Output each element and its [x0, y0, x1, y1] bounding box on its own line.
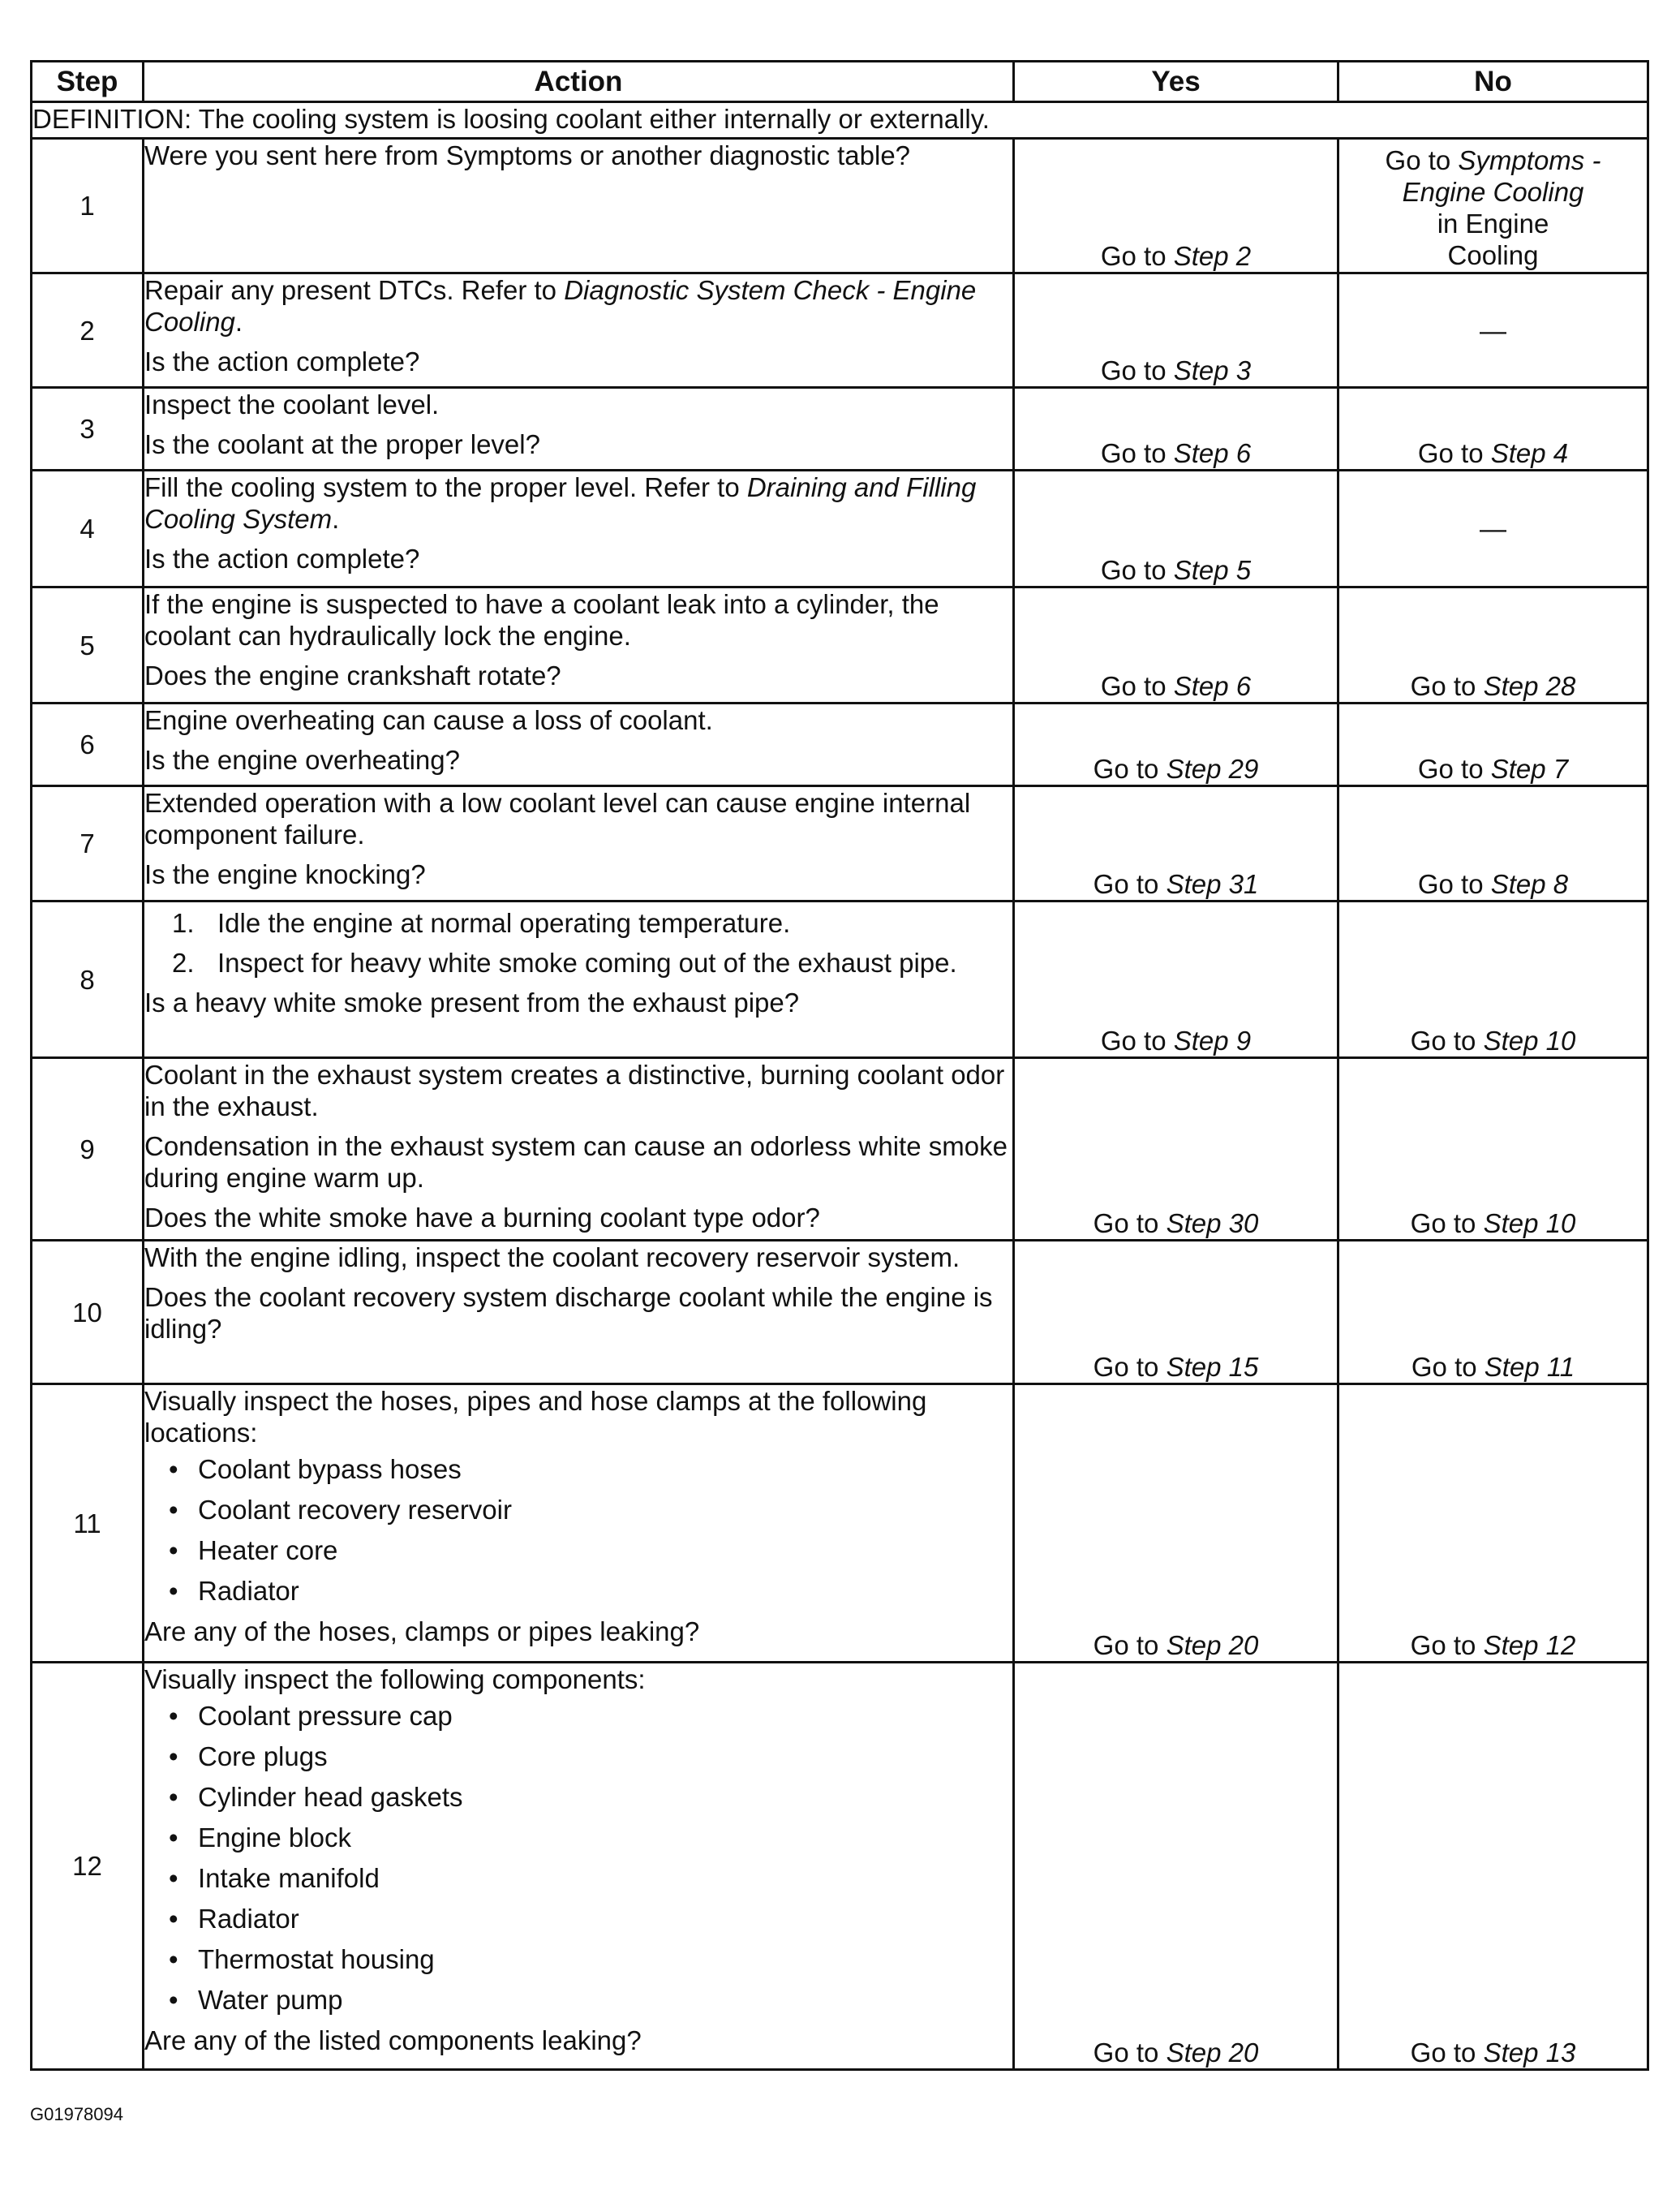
no-cell: Go to Step 11 [1338, 1241, 1648, 1384]
action-question: Does the white smoke have a burning coolant type odor? [144, 1203, 820, 1233]
table-row [32, 273, 1648, 388]
no-step-ref: Step 13 [1483, 2038, 1576, 2068]
yes-step-ref: Step 30 [1166, 1208, 1259, 1238]
yes-step-ref: Step 20 [1166, 2038, 1259, 2068]
action-text: Inspect the coolant level. [144, 389, 440, 420]
action-cell [144, 902, 1014, 1058]
step-number: 4 [32, 471, 144, 587]
list-item: • Core plugs [169, 1741, 328, 1771]
step-number: 11 [32, 1384, 144, 1663]
no-step-ref: Step 11 [1484, 1352, 1575, 1382]
step-number: 1 [32, 139, 144, 273]
table-row [32, 1663, 1648, 2070]
no-cell: Go to Step 10 [1338, 1058, 1648, 1241]
yes-cell: Go to Step 29 [1014, 704, 1338, 786]
step-number: 10 [32, 1241, 144, 1384]
action-text: Repair any present DTCs. Refer to Diagnostic System Check - Engine Cooling. [144, 275, 977, 337]
table-row [32, 388, 1648, 471]
step-number: 7 [32, 786, 144, 902]
table-row [32, 1241, 1648, 1384]
definition-text: DEFINITION: The cooling system is loosing coolant either internally or externally. [32, 102, 1648, 139]
yes-cell: Go to Step 20 [1014, 1384, 1338, 1663]
action-question: Were you sent here from Symptoms or another diagnostic table? [144, 140, 911, 170]
header-row [32, 62, 1648, 102]
action-question: Is a heavy white smoke present from the exhaust pipe? [144, 988, 800, 1018]
step-number: 12 [32, 1663, 144, 2070]
step-number: 5 [32, 587, 144, 704]
table-row [32, 902, 1648, 1058]
action-text: Extended operation with a low coolant level can cause engine internal component failure. [144, 788, 971, 850]
header-yes: Yes [1014, 62, 1338, 102]
action-text: Engine overheating can cause a loss of coolant. [144, 705, 713, 735]
no-cell: Go to Symptoms - Engine Cooling in Engine Cooling [1338, 139, 1648, 273]
table-row [32, 786, 1648, 902]
yes-cell: Go to Step 2 [1014, 139, 1338, 273]
action-question: Are any of the listed components leaking? [144, 2025, 642, 2055]
list-item: • Heater core [169, 1535, 338, 1565]
header-step: Step [32, 62, 144, 102]
no-step-ref: Step 4 [1490, 438, 1569, 468]
table-row [32, 587, 1648, 704]
list-item: • Thermostat housing [169, 1944, 435, 1974]
action-question: Is the engine knocking? [144, 859, 426, 889]
no-cell: — [1338, 471, 1648, 587]
yes-cell: Go to Step 9 [1014, 902, 1338, 1058]
no-cell: — [1338, 273, 1648, 388]
action-text: Visually inspect the following components: [144, 1664, 646, 1694]
action-question: Are any of the hoses, clamps or pipes leaking? [144, 1616, 700, 1646]
action-cell [144, 587, 1014, 704]
diagnostic-document [30, 60, 1647, 2071]
list-item: • Intake manifold [169, 1863, 380, 1893]
numbered-steps [144, 907, 1012, 979]
header-action: Action [144, 62, 1014, 102]
action-cell [144, 388, 1014, 471]
yes-step-ref: Step 6 [1173, 438, 1252, 468]
step-number: 8 [32, 902, 144, 1058]
action-text: Fill the cooling system to the proper level. Refer to Draining and Filling Cooling System. [144, 472, 977, 534]
yes-step-ref: Step 6 [1173, 671, 1252, 701]
no-cell: Go to Step 10 [1338, 902, 1648, 1058]
no-cell: Go to Step 7 [1338, 704, 1648, 786]
yes-cell: Go to Step 31 [1014, 786, 1338, 902]
action-cell [144, 704, 1014, 786]
yes-step-ref: Step 5 [1173, 555, 1252, 585]
table-row [32, 1058, 1648, 1241]
yes-cell: Go to Step 5 [1014, 471, 1338, 587]
list-item: 1. Idle the engine at normal operating temperature. [172, 908, 791, 938]
document-id: G01978094 [30, 2104, 123, 2124]
action-cell [144, 139, 1014, 273]
action-text: With the engine idling, inspect the coolant recovery reservoir system. [144, 1242, 960, 1272]
action-text: Condensation in the exhaust system can cause an odorless white smoke during engine warm up. [144, 1131, 1008, 1193]
yes-step-ref: Step 29 [1166, 754, 1259, 784]
yes-step-ref: Step 15 [1166, 1352, 1259, 1382]
yes-step-ref: Step 3 [1173, 355, 1252, 385]
no-cell: Go to Step 28 [1338, 587, 1648, 704]
diagnostic-table [30, 60, 1649, 2071]
yes-step-ref: Step 20 [1166, 1630, 1259, 1660]
location-list [144, 1453, 1012, 1607]
action-question: Is the engine overheating? [144, 745, 460, 775]
list-item: • Coolant bypass hoses [169, 1454, 462, 1484]
action-text: Coolant in the exhaust system creates a distinctive, burning coolant odor in the exhaust. [144, 1060, 1005, 1121]
action-cell [144, 1663, 1014, 2070]
action-cell [144, 1241, 1014, 1384]
action-question: Is the action complete? [144, 346, 420, 377]
action-cell [144, 1058, 1014, 1241]
list-item: • Engine block [169, 1822, 351, 1853]
action-cell [144, 1384, 1014, 1663]
step-number: 9 [32, 1058, 144, 1241]
yes-cell: Go to Step 20 [1014, 1663, 1338, 2070]
no-cell: Go to Step 8 [1338, 786, 1648, 902]
list-item: • Cylinder head gaskets [169, 1782, 463, 1812]
yes-step-ref: Step 31 [1166, 869, 1259, 899]
action-question: Is the action complete? [144, 544, 420, 574]
yes-cell: Go to Step 6 [1014, 587, 1338, 704]
definition-row [32, 102, 1648, 139]
yes-cell: Go to Step 15 [1014, 1241, 1338, 1384]
yes-cell: Go to Step 3 [1014, 273, 1338, 388]
table-row [32, 1384, 1648, 1663]
yes-cell: Go to Step 6 [1014, 388, 1338, 471]
component-list [144, 1700, 1012, 2016]
no-step-ref: Step 10 [1483, 1026, 1576, 1056]
yes-step-ref: Step 9 [1173, 1026, 1252, 1056]
list-item: • Water pump [169, 1985, 343, 2015]
yes-cell: Go to Step 30 [1014, 1058, 1338, 1241]
no-step-ref: Step 10 [1483, 1208, 1576, 1238]
action-text: Visually inspect the hoses, pipes and hose clamps at the following locations: [144, 1386, 927, 1448]
no-cell: Go to Step 4 [1338, 388, 1648, 471]
action-question: Is the coolant at the proper level? [144, 429, 540, 459]
no-cell: Go to Step 13 [1338, 1663, 1648, 2070]
step-number: 6 [32, 704, 144, 786]
list-item: • Coolant pressure cap [169, 1701, 453, 1731]
table-row [32, 139, 1648, 273]
step-number: 2 [32, 273, 144, 388]
list-item: • Coolant recovery reservoir [169, 1495, 512, 1525]
action-text: If the engine is suspected to have a coolant leak into a cylinder, the coolant can hydraulically lock the engine. [144, 589, 939, 651]
action-cell [144, 471, 1014, 587]
no-step-ref: Step 28 [1483, 671, 1576, 701]
no-step-ref: Step 7 [1490, 754, 1569, 784]
header-no: No [1338, 62, 1648, 102]
action-question: Does the coolant recovery system discharge coolant while the engine is idling? [144, 1282, 993, 1344]
action-cell [144, 786, 1014, 902]
list-item: 2. Inspect for heavy white smoke coming out of the exhaust pipe. [172, 948, 957, 978]
table-row [32, 471, 1648, 587]
list-item: • Radiator [169, 1904, 299, 1934]
step-number: 3 [32, 388, 144, 471]
action-question: Does the engine crankshaft rotate? [144, 661, 561, 691]
list-item: • Radiator [169, 1576, 299, 1606]
no-step-ref: Step 8 [1490, 869, 1569, 899]
table-row [32, 704, 1648, 786]
yes-step-ref: Step 2 [1173, 241, 1252, 271]
no-step-ref: Step 12 [1483, 1630, 1576, 1660]
action-cell [144, 273, 1014, 388]
no-cell: Go to Step 12 [1338, 1384, 1648, 1663]
